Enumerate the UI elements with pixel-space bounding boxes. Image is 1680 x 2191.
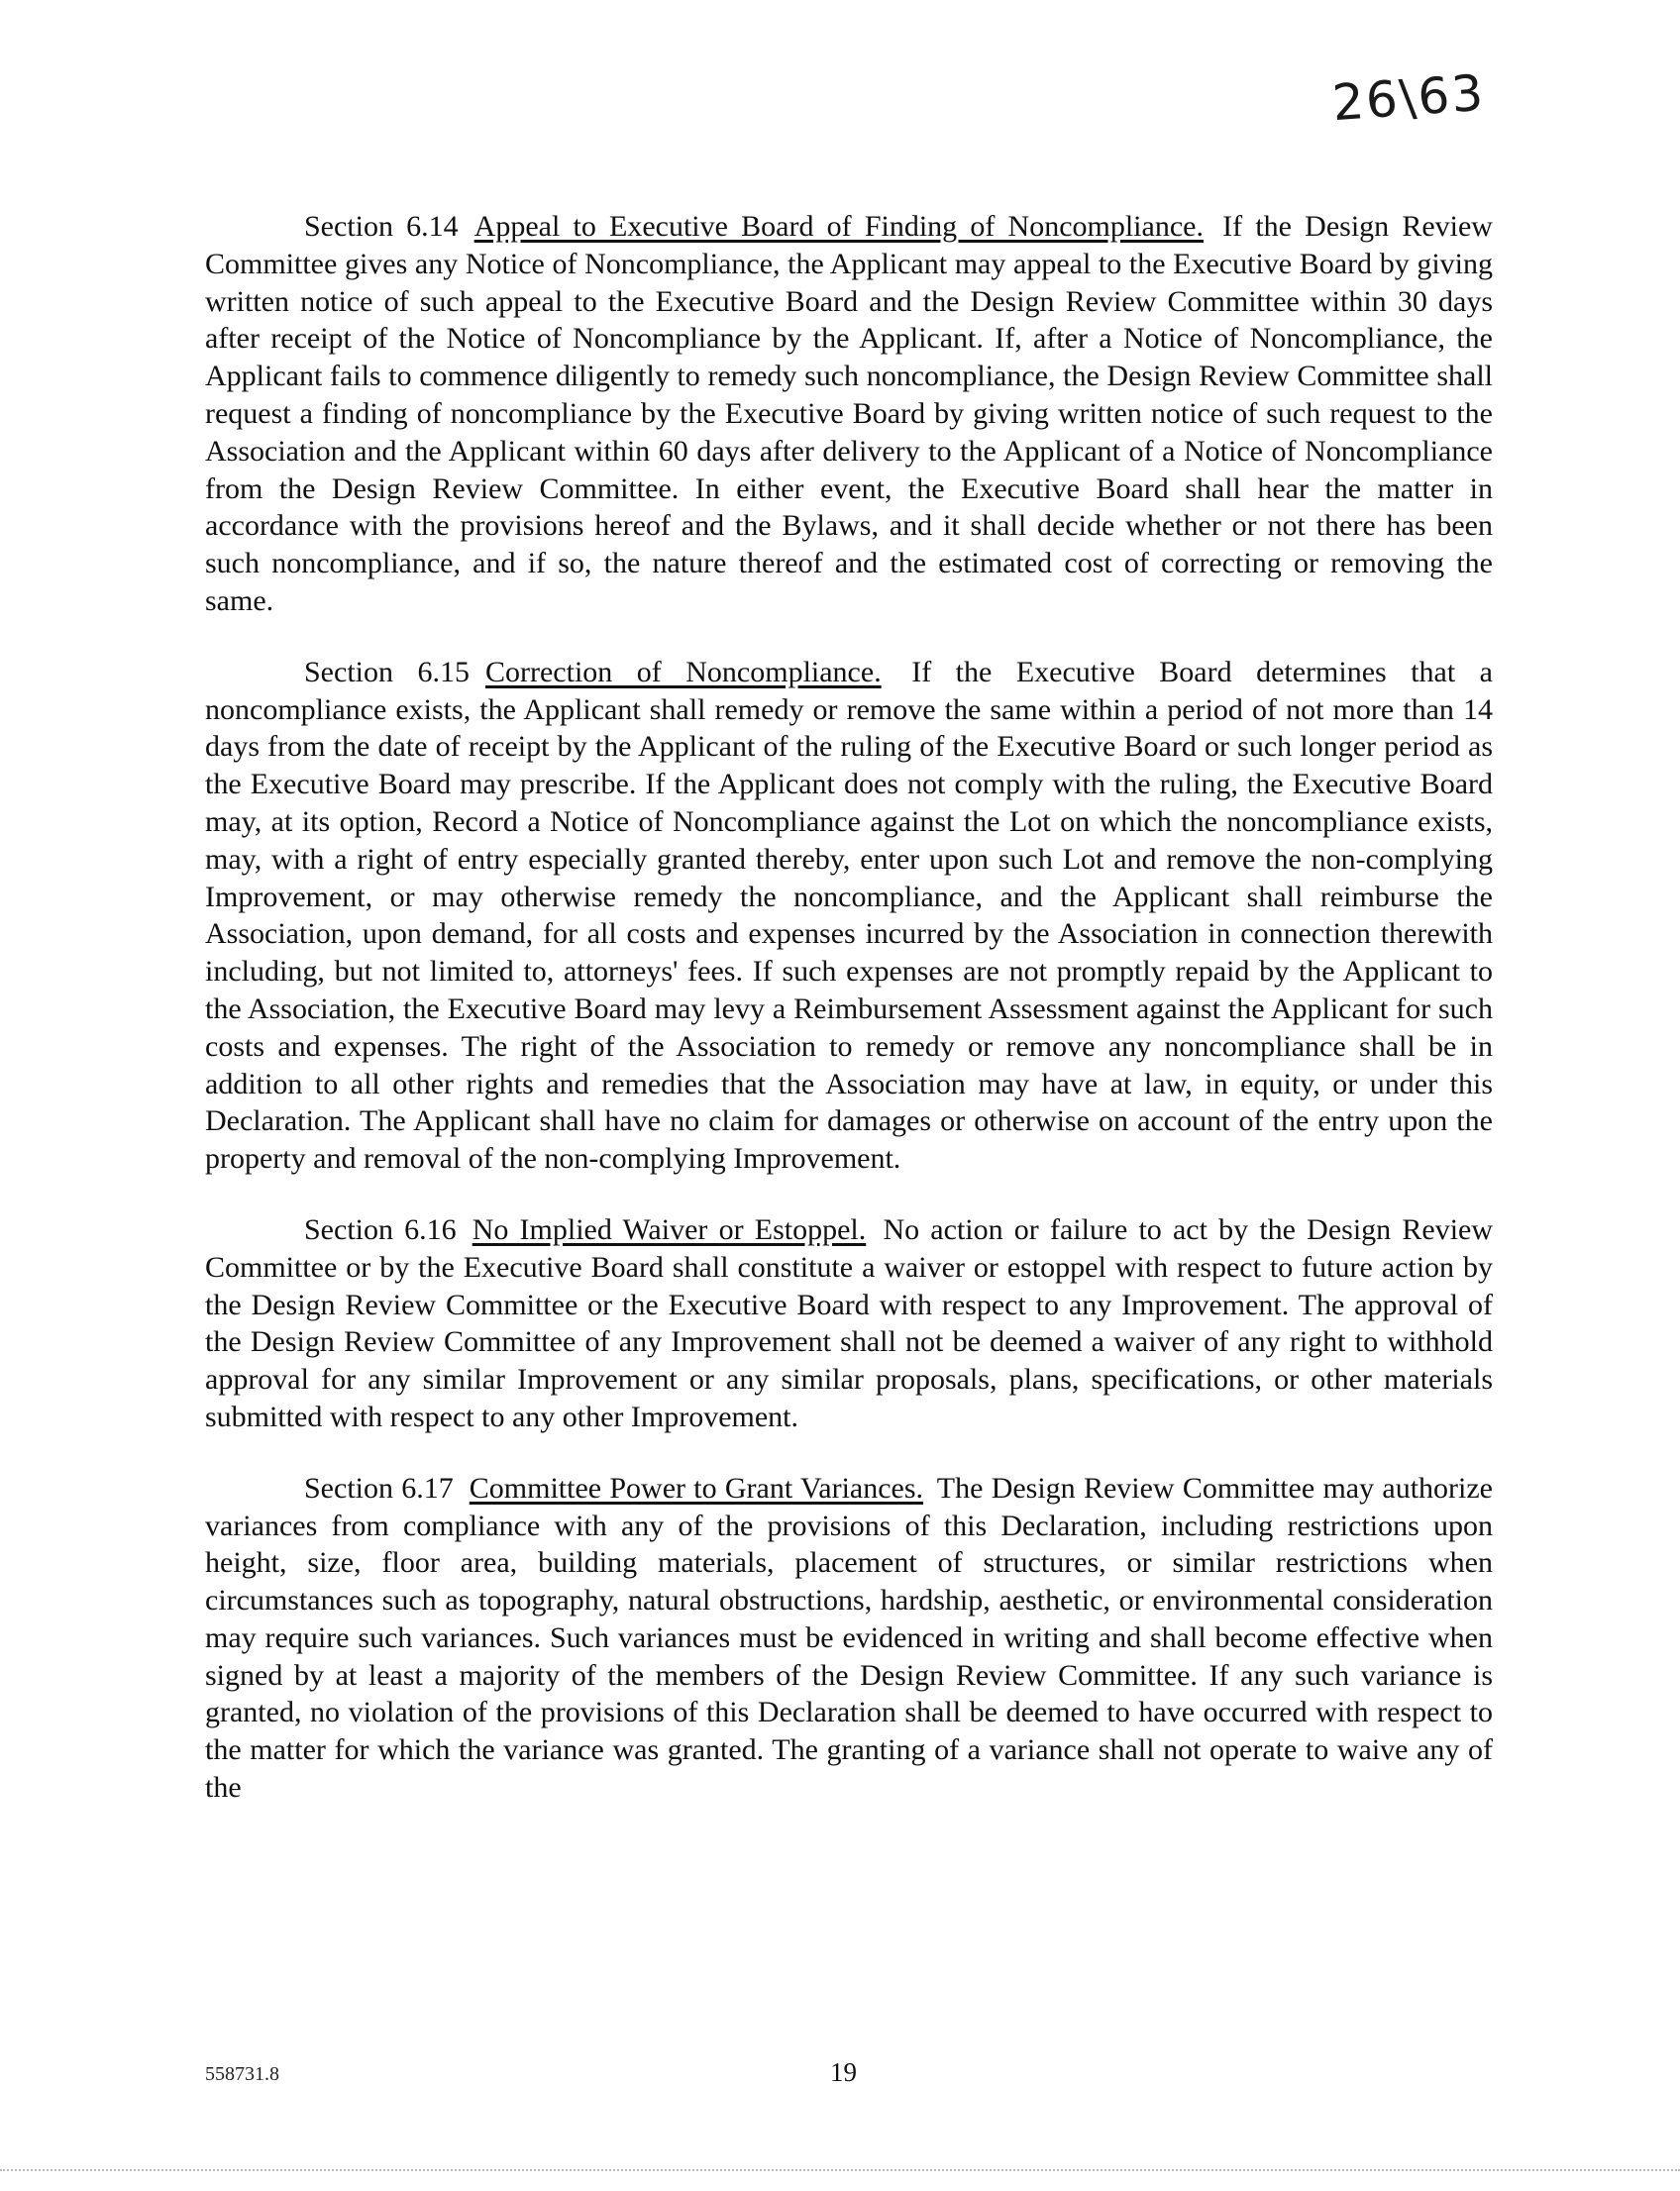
- section-text: No action or failure to act by the Design Review Committee or by the Executive Board shall constitute a waiver or estoppel with respect to future action by the Design Review Committee or the Executive Board with respect to any Improvement. The approval of the Design Review Committee of any Improvement shall not be deemed a waiver of any right to withhold approval for any similar Improvement or any similar proposals, plans, specifications, or other materials submitted with respect to any other Improvement.: [205, 1212, 1494, 1433]
- section-number: Section 6.16: [304, 1212, 457, 1246]
- section-heading: Correction of Noncompliance.: [484, 655, 882, 688]
- document-id: 558731.8: [205, 2063, 279, 2085]
- section-text: If the Executive Board determines that a noncompliance exists, the Applicant shall remedy or remove the same within a period of not more than 14 days from the date of receipt by the Applicant of the ruling of the Executive Board or such longer period as the Executive Board may prescribe. If the Applicant does not comply with the ruling, the Executive Board may, at its option, Record a Notice of Noncompliance against the Lot on which the noncompliance exists, may, with a right of entry especially granted thereby, enter upon such Lot and remove the non-complying Improvement, or may otherwise remedy the noncompliance, and the Applicant shall reimburse the Association, upon demand, for all costs and expenses incurred by the Association in connection therewith including, but not limited to, attorneys' fees. If such expenses are not promptly repaid by the Applicant to the Association, the Executive Board may levy a Reimbursement Assessment against the Applicant for such costs and expenses. The right of the Association to remedy or remove any noncompliance shall be in addition to all other rights and remedies that the Association may have at law, in equity, or under this Declaration. The Applicant shall have no claim for damages or otherwise on account of the entry upon the property and removal of the non-complying Improvement.: [205, 655, 1493, 1176]
- section-heading: Appeal to Executive Board of Finding of Noncompliance.: [473, 210, 1204, 243]
- section-6-16: [205, 1211, 1493, 1436]
- section-heading: No Implied Waiver or Estoppel.: [472, 1212, 867, 1246]
- section-heading: Committee Power to Grant Variances.: [469, 1471, 924, 1505]
- section-text: If the Design Review Committee gives any Notice of Noncompliance, the Applicant may appeal to the Executive Board by giving written notice of such appeal to the Executive Board and the Design Review Committee within 30 days after receipt of the Notice of Noncompliance by the Applicant. If, after a Notice of Noncompliance, the Applicant fails to commence diligently to remedy such noncompliance, the Design Review Committee shall request a finding of noncompliance by the Executive Board by giving written notice of such request to the Association and the Applicant within 60 days after delivery to the Applicant of a Notice of Noncompliance from the Design Review Committee. In either event, the Executive Board shall hear the matter in accordance with the provisions hereof and the Bylaws, and it shall decide whether or not there has been such noncompliance, and if so, the nature thereof and the estimated cost of correcting or removing the same.: [205, 210, 1493, 617]
- scan-edge-divider: [0, 2169, 1680, 2171]
- section-6-17: [205, 1470, 1493, 1807]
- document-body: [205, 208, 1493, 1840]
- section-text: The Design Review Committee may authorize variances from compliance with any of the provisions of this Declaration, including restrictions upon height, size, floor area, building materials, placement of structures, or similar restrictions when circumstances such as topography, natural obstructions, hardship, aesthetic, or environmental consideration may require such variances. Such variances must be evidenced in writing and shall become effective when signed by at least a majority of the members of the Design Review Committee. If any such variance is granted, no violation of the provisions of this Declaration shall be deemed to have occurred with respect to the matter for which the variance was granted. The granting of a variance shall not operate to waive any of the: [205, 1471, 1493, 1805]
- section-number: Section 6.14: [304, 210, 459, 243]
- page-number: 19: [830, 2057, 857, 2087]
- section-6-14: [205, 208, 1493, 620]
- section-number: Section 6.17: [304, 1471, 454, 1505]
- handwritten-page-mark: 26\63: [1330, 63, 1487, 133]
- section-number: Section 6.15: [304, 655, 470, 688]
- section-6-15: [205, 654, 1493, 1178]
